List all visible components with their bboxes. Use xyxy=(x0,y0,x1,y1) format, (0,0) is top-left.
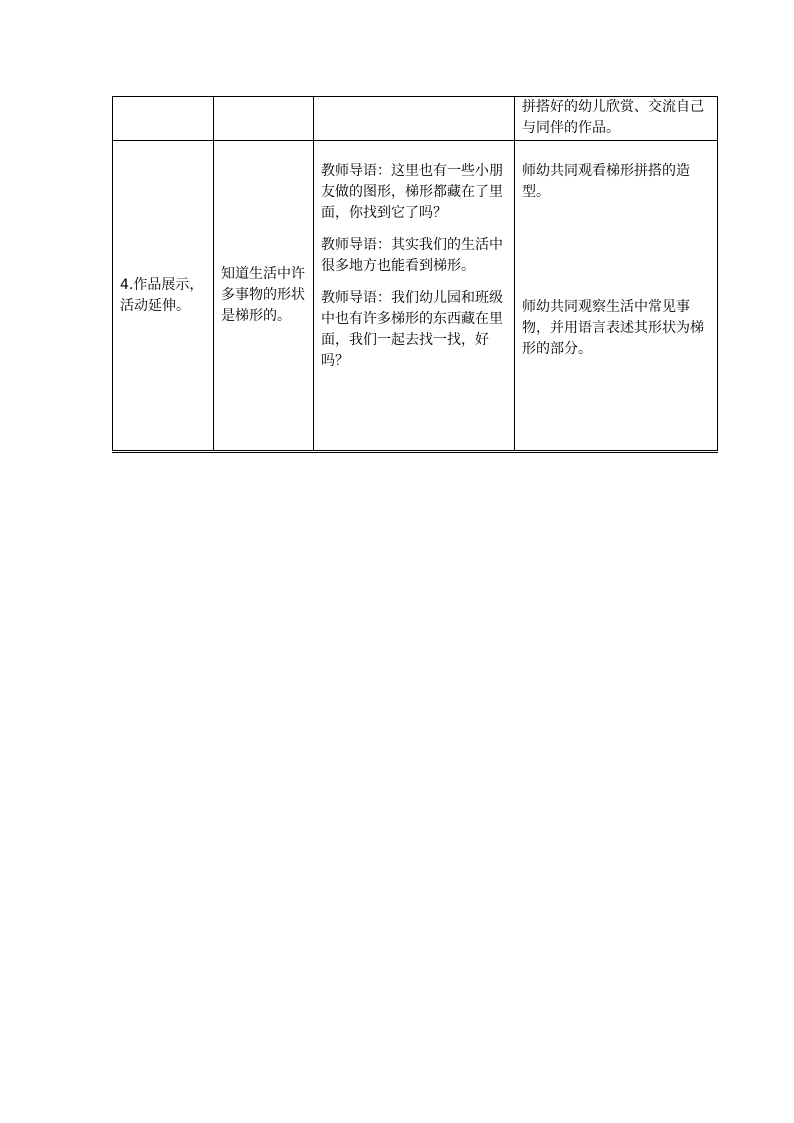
step-cell xyxy=(113,97,214,141)
teacher-cell xyxy=(314,141,515,452)
children-cell xyxy=(515,97,718,141)
children-cell xyxy=(515,141,718,452)
goal-cell xyxy=(214,97,314,141)
step-cell xyxy=(113,141,214,452)
teacher-prompt: 教师导语：其实我们的生活中很多地方也能看到梯形。 xyxy=(321,237,503,274)
goal-cell xyxy=(214,141,314,452)
table-row xyxy=(113,141,718,452)
teacher-prompt: 教师导语：这里也有一些小朋友做的图形，梯形都藏在了里面，你找到它了吗？ xyxy=(321,163,503,221)
children-activity-text: 拼搭好的幼儿欣赏、交流自己与同伴的作品。 xyxy=(522,99,704,136)
lesson-plan-table xyxy=(112,96,718,453)
children-activity-text: 师幼共同观察生活中常见事物，并用语言表述其形状为梯形的部分。 xyxy=(522,299,704,357)
children-activity-text: 师幼共同观看梯形拼搭的造型。 xyxy=(522,163,690,200)
step-label: 4.作品展示，活动延伸。 xyxy=(120,276,204,314)
teacher-prompt: 教师导语：我们幼儿园和班级中也有许多梯形的东西藏在里面，我们一起去找一找，好吗？ xyxy=(321,290,503,369)
teacher-cell xyxy=(314,97,515,141)
goal-text: 知道生活中许多事物的形状是梯形的。 xyxy=(221,266,305,324)
table-row xyxy=(113,97,718,141)
